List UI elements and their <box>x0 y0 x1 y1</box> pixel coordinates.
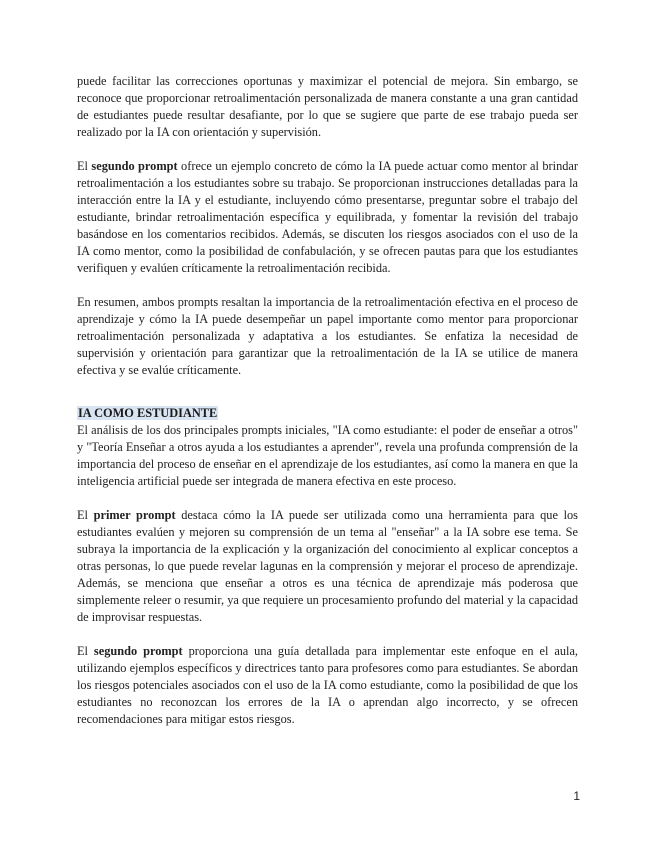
paragraph-lead-text: El <box>77 508 94 522</box>
paragraph-lead-text: El <box>77 644 94 658</box>
paragraph-summary <box>77 294 578 379</box>
page-number: 1 <box>573 789 580 803</box>
paragraph-continuation <box>77 73 578 141</box>
paragraph-analysis-text: El análisis de los dos principales prompts iniciales, "IA como estudiante: el poder de enseñar a otros" y "Teoría Enseñar a otros ayuda a los estudiantes a aprender", revela una profunda comprensión de la importancia del proceso de enseñar en el aprendizaje de los estudiantes, así como la manera en que la inteligencia artificial puede ser integrada de manera efectiva en este proceso. <box>77 423 578 488</box>
section-heading <box>77 405 578 422</box>
bold-term-segundo-prompt: segundo prompt <box>93 644 183 658</box>
paragraph-body-text: proporciona una guía detallada para implementar este enfoque en el aula, utilizando ejemplos específicos y directrices tanto para profesores como para estudiantes. Se abordan los riesgos potenciales asociados con el uso de la IA como estudiante, como la posibilidad de que los estudiantes no reconozcan los errores de la IA o aprendan algo incorrecto, y se ofrecen recomendaciones para mitigar estos riesgos. <box>77 644 579 726</box>
section-heading-text: IA COMO ESTUDIANTE <box>78 406 218 420</box>
paragraph-summary-text: En resumen, ambos prompts resaltan la importancia de la retroalimentación efectiva en el proceso de aprendizaje y cómo la IA puede desempeñar un papel importante como mentor para proporcionar retroalimentación personalizada y adaptativa a los estudiantes. Se enfatiza la necesidad de supervisión y orientación para garantizar que la retroalimentación de la IA se utilice de manera efectiva y se evalúe críticamente. <box>77 295 578 377</box>
paragraph-lead-text: El <box>77 159 92 173</box>
paragraph-body-text: destaca cómo la IA puede ser utilizada como una herramienta para que los estudiantes evalúen y mejoren su comprensión de un tema al "enseñar" a la IA sobre ese tema. Se subraya la importancia de la explicación y la organización del conocimiento al explicar conceptos a otras personas, lo que puede revelar lagunas en la comprensión y mejorar el proceso de aprendizaje. Además, se menciona que enseñar a otros es una técnica de aprendizaje más poderosa que simplemente releer o resumir, ya que requiere un procesamiento profundo del material y la capacidad de improvisar respuestas. <box>77 508 578 624</box>
paragraph-analysis <box>77 422 578 490</box>
bold-term-primer-prompt: primer prompt <box>93 508 176 522</box>
paragraph-body-text: ofrece un ejemplo concreto de cómo la IA puede actuar como mentor al brindar retroalimentación a los estudiantes sobre su trabajo. Se proporcionan instrucciones detalladas para la interacción entre la IA y el estudiante, incluyendo cómo presentarse, preguntar sobre el trabajo del estudiante, brindar retroalimentación específica y equilibrada, y fomentar la revisión del trabajo basándose en los comentarios recibidos. Además, se discuten los riesgos asociados con el uso de la IA como mentor, como la posibilidad de confabulación, y se ofrecen pautas para que los estudiantes verifiquen y evalúen críticamente la retroalimentación recibida. <box>77 159 578 275</box>
bold-term-segundo-prompt: segundo prompt <box>91 159 178 173</box>
paragraph-second-prompt-mentor <box>77 158 578 277</box>
paragraph-continuation-text: puede facilitar las correcciones oportunas y maximizar el potencial de mejora. Sin embargo, se reconoce que proporcionar retroalimentación personalizada de manera constante a una gran cantidad de estudiantes puede resultar desafiante, por lo que se sugiere que parte de ese trabajo pueda ser realizado por la IA con orientación y supervisión. <box>77 74 578 139</box>
paragraph-first-prompt <box>77 507 578 626</box>
paragraph-second-prompt-student <box>77 643 578 728</box>
document-body <box>77 73 578 728</box>
